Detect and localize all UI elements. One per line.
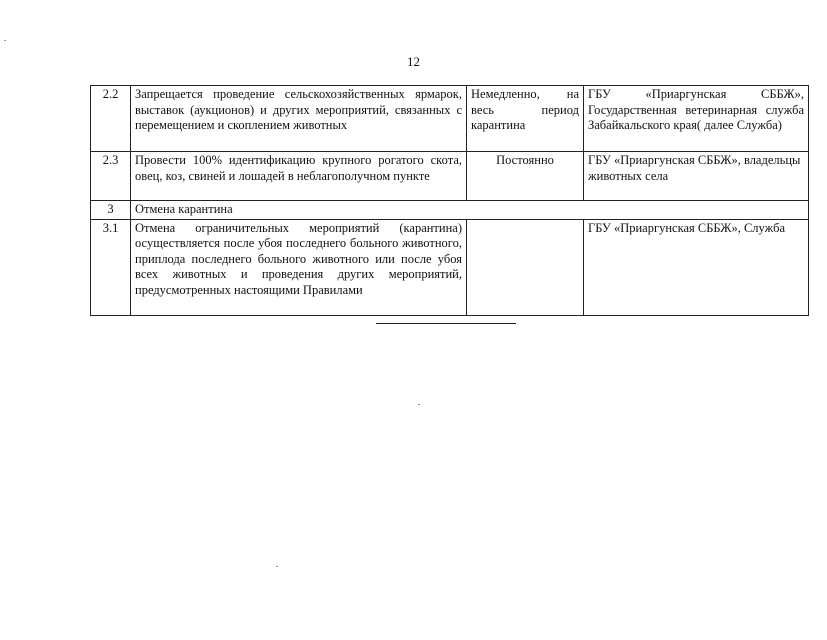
row-number: 3 xyxy=(91,201,131,220)
row-number: 3.1 xyxy=(91,219,131,315)
measure-cell: Провести 100% идентификацию крупного рогатого скота, овец, коз, свиней и лошадей в неблагополучном пункте xyxy=(131,152,467,201)
term-cell xyxy=(467,219,584,315)
responsible-cell: ГБУ «Приаргунская СББЖ», владельцы животных села xyxy=(584,152,809,201)
row-number: 2.3 xyxy=(91,152,131,201)
responsible-cell: ГБУ «Приаргунская СББЖ», Государственная ветеринарная служба Забайкальского края( далее Служба) xyxy=(584,86,809,152)
row-number: 2.2 xyxy=(91,86,131,152)
scan-speck xyxy=(276,566,278,567)
table-row xyxy=(91,219,809,315)
section-heading-cell: Отмена карантина xyxy=(131,201,809,220)
end-of-table-rule xyxy=(376,323,516,324)
page-number: 12 xyxy=(407,54,420,69)
table-row xyxy=(91,152,809,201)
responsible-cell: ГБУ «Приаргунская СББЖ», Служба xyxy=(584,219,809,315)
table-row xyxy=(91,201,809,220)
measure-cell: Запрещается проведение сельскохозяйственных ярмарок, выставок (аукционов) и других мероприятий, связанных с перемещением и скоплением животных xyxy=(131,86,467,152)
table-row xyxy=(91,86,809,152)
measures-table xyxy=(90,85,809,316)
scan-speck xyxy=(4,40,6,41)
measure-cell: Отмена ограничительных мероприятий (карантина) осуществляется после убоя последнего больного животного, приплода последнего больного животного или после убоя всех животных и проведения других мероприятий, предусмотренных настоящими Правилами xyxy=(131,219,467,315)
term-cell: Немедленно, на весь период карантина xyxy=(467,86,584,152)
scan-speck xyxy=(418,404,420,405)
term-cell: Постоянно xyxy=(467,152,584,201)
